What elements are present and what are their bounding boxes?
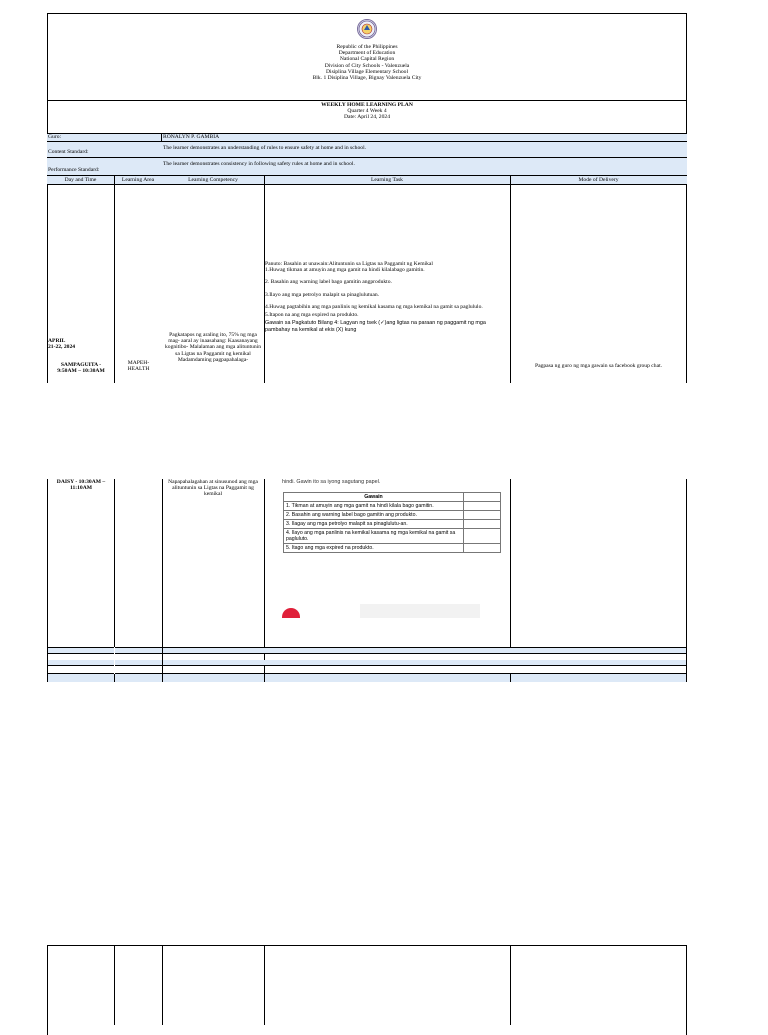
division-line: Division of City Schools - Valenzuela <box>324 62 410 69</box>
gawain-item: 4. Ilayo ang mga panlinis na kemikal kasama ng mga kemikal na gamit sa pagluluto. <box>284 529 464 544</box>
plan-quarter-week: Quarter 4 Week 4 <box>347 108 387 115</box>
task-item: 3.Ilayo ang mga petrolyo malapit sa pinaglulutuan. <box>265 291 380 298</box>
divider <box>510 945 511 1025</box>
answer-cell <box>464 502 501 511</box>
divider <box>162 647 163 682</box>
answer-cell <box>464 529 501 544</box>
divider <box>264 674 265 682</box>
col-learning-area: Learning Area <box>121 177 155 183</box>
divider <box>510 479 511 647</box>
gawain-item: 3. Ilagay ang mga petrolyo malapit sa pinaglulutu-an. <box>284 520 464 529</box>
plan-title-block <box>47 102 687 121</box>
answer-header-cell <box>464 493 501 502</box>
deped-seal-icon <box>357 19 377 39</box>
guro-row <box>47 133 687 142</box>
task-item: 2. Basahin ang warning label bago gamitin angprodukto. <box>265 279 392 286</box>
task-item: 1.Huwag tikman at amuyin ang mga gamit na hindi kilalabago gamitin. <box>265 267 425 274</box>
col-mode-delivery: Mode of Delivery <box>578 177 619 183</box>
answer-cell <box>464 520 501 529</box>
divider <box>162 945 163 1025</box>
plan-title: WEEKLY HOME LEARNING PLAN <box>321 102 413 108</box>
gawain-item: 2. Basahin ang warning label bago gamitin ang produkto. <box>284 511 464 520</box>
region-line: National Capital Region <box>339 56 395 63</box>
gawain-intro-cont: hindi. Gawin ito sa iyong sagutang papel. <box>282 479 381 485</box>
empty-row <box>48 673 686 682</box>
guro-value: RONALYN P. GAMBIA <box>163 134 220 140</box>
divider <box>114 647 115 674</box>
mode-of-delivery: Pagpasa ng guro ng mga gawain sa facebook group chat. <box>534 363 663 369</box>
empty-row <box>48 647 686 654</box>
department-line: Department of Education <box>338 50 396 57</box>
learning-task-block <box>265 261 508 382</box>
day-section: SAMPAGUITA - 9:50AM – 10:30AM <box>57 362 105 375</box>
task-item: 4.Huwag pagtabihin ang mga panlinis ng kemikal kasama ng mga kemikal na gamit sa paglululo. <box>265 303 483 310</box>
school-line: Disiplina Village Elementary School <box>325 68 409 75</box>
performance-standard-row <box>47 158 687 176</box>
watermark-shape <box>360 604 480 618</box>
answer-cell <box>464 544 501 553</box>
learning-competency-part1: Pagkatapos ng araling ito, 75% ng mga mag- aaral ay inaasahang: Kaasanayang kognitibo- Malalaman ang mga alituntunin sa Ligtas na Paggamit ng kemikal Madamdaming pagpapahalaga- <box>164 332 261 363</box>
plan-date: Date: April 24, 2024 <box>344 114 390 121</box>
gawain-item: 5. Itago ang mga expired na produkto. <box>284 544 464 553</box>
divider <box>114 674 115 682</box>
content-standard-label: Content Standard: <box>48 149 89 155</box>
col-day-time: Day and Time <box>64 177 97 183</box>
col-learning-task: Learning Task <box>371 177 403 183</box>
divider <box>510 674 511 682</box>
divider <box>264 945 265 1025</box>
divider <box>510 176 511 383</box>
page-3-table <box>47 945 687 1035</box>
content-standard-value: The learner demonstrates an understanding of rules to ensure safety at home and in school. <box>163 145 367 151</box>
day-date: APRIL 21-22, 2024 <box>48 338 76 351</box>
gawain-table <box>283 492 501 553</box>
performance-standard-label: Performance Standard: <box>48 167 100 173</box>
day-section-cont: DAISY - 10:30AM – 11:10AM <box>56 479 106 492</box>
school-header <box>47 44 687 81</box>
content-standard-row <box>47 142 687 158</box>
divider <box>114 945 115 1025</box>
gawain-header: Gawain <box>284 493 464 502</box>
col-learning-competency: Learning Competency <box>188 177 238 183</box>
divider <box>47 100 687 101</box>
guro-label: Guro: <box>48 134 62 140</box>
address-line: Blk. 1 Disiplina Village, Bignay Valenzuela City <box>312 75 422 82</box>
gawain-intro: Gawain sa Pagkatuto Bilang 4: Lagyan ng tsek (✓)ang ligtas na paraan ng paggamit ng mga pambahay na kemikal at ekis (X) kung <box>265 320 486 333</box>
task-intro: Panuto: Basahin at unawain:Alituntunin sa Ligtas na Paggamit ng Kemikal <box>265 261 433 267</box>
divider <box>114 176 115 383</box>
answer-cell <box>464 511 501 520</box>
performance-standard-value: The learner demonstrates consistency in following safety rules at home and in school. <box>163 161 355 167</box>
learning-competency-part2: Napapahalagahan at sinusunod ang mga alituntunin sa Ligtas na Paggamit ng kemikal <box>168 479 258 498</box>
gawain-item: 1. Tikman at amuyin ang mga gamit na hindi kilala bago gamitin. <box>284 502 464 511</box>
republic-line: Republic of the Philippines <box>336 44 398 50</box>
learning-area: MAPEH- HEALTH <box>127 360 150 373</box>
task-item: 5.Itapon na ang mga expired na produkto. <box>265 312 359 319</box>
empty-row <box>48 660 686 666</box>
